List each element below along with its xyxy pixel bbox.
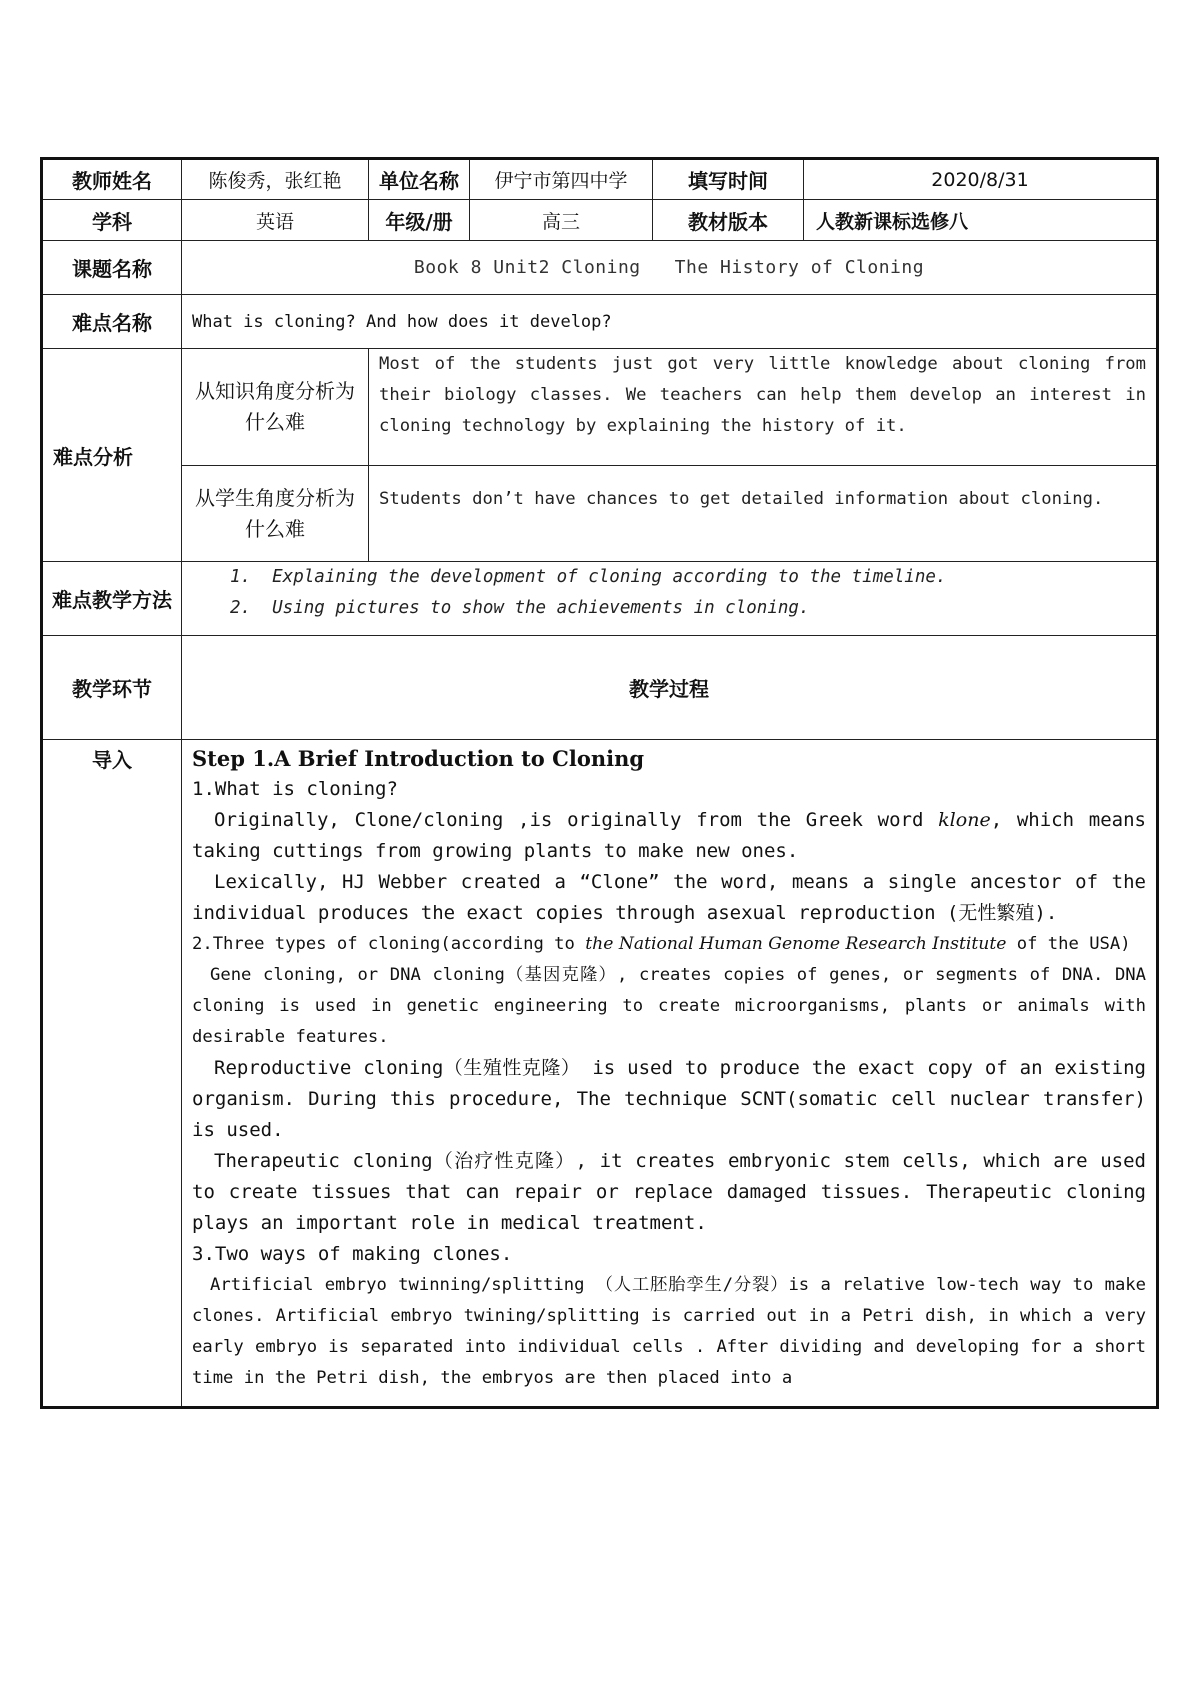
difficulty-value: What is cloning? And how does it develop?: [182, 295, 1158, 349]
subject-value: 英语: [182, 200, 369, 241]
topic-label: 课题名称: [42, 241, 182, 295]
row-teacher: [42, 159, 1158, 200]
row-process-header: [42, 636, 1158, 740]
process-stage-label: 教学环节: [42, 636, 182, 740]
row-topic: [42, 241, 1158, 295]
row-difficulty: [42, 295, 1158, 349]
teacher-value: 陈俊秀，张红艳: [182, 159, 369, 200]
topic-value: Book 8 Unit2 Cloning The History of Cloning: [182, 241, 1158, 295]
unit-label: 单位名称: [369, 159, 470, 200]
difficulty-label: 难点名称: [42, 295, 182, 349]
row-intro: [42, 740, 1158, 1408]
question-2: 2.Three types of cloning(according to the National Human Genome Research Institute of the USA): [192, 934, 1131, 954]
unit-value: 伊宁市第四中学: [470, 159, 653, 200]
paragraph-reproductive-cloning: Reproductive cloning（生殖性克隆） is used to produce the exact copy of an existing organism. During this procedure, The technique SCNT(somatic cell nuclear transfer) is used.: [192, 1057, 1146, 1141]
row-subject: [42, 200, 1158, 241]
knowledge-label: 从知识角度分析为什么难: [182, 349, 369, 466]
process-title: 教学过程: [182, 636, 1158, 740]
edition-label: 教材版本: [653, 200, 804, 241]
methods-label: 难点教学方法: [42, 562, 182, 636]
question-3: 3.Two ways of making clones.: [192, 1243, 513, 1265]
intro-content: [182, 740, 1158, 1408]
intro-label: 导入: [42, 740, 182, 1408]
row-methods: [42, 562, 1158, 636]
date-label: 填写时间: [653, 159, 804, 200]
edition-value: 人教新课标选修八: [804, 200, 1158, 241]
teacher-label: 教师姓名: [42, 159, 182, 200]
analysis-label: 难点分析: [42, 349, 182, 562]
row-analysis-knowledge: [42, 349, 1158, 466]
lesson-plan-table: [40, 157, 1159, 1409]
knowledge-text: Most of the students just got very little knowledge about cloning from their biology classes. We teachers can help them develop an interest in cloning technology by explaining the history of it.: [369, 349, 1158, 466]
row-analysis-student: [42, 466, 1158, 562]
methods-list: [182, 562, 1158, 636]
student-text: Students don’t have chances to get detailed information about cloning.: [369, 466, 1158, 562]
method-item: 1. Explaining the development of cloning according to the timeline.: [230, 567, 947, 587]
paragraph-gene-cloning: Gene cloning, or DNA cloning（基因克隆）, creates copies of genes, or segments of DNA. DNA cloning is used in genetic engineering to create microorganisms, plants or animals with desirable features.: [192, 965, 1146, 1047]
method-item: 2. Using pictures to show the achievements in cloning.: [230, 598, 810, 618]
grade-value: 高三: [470, 200, 653, 241]
step-title: Step 1.A Brief Introduction to Cloning: [192, 746, 645, 771]
grade-label: 年级/册: [369, 200, 470, 241]
question-1: 1.What is cloning?: [192, 778, 398, 800]
subject-label: 学科: [42, 200, 182, 241]
date-value: 2020/8/31: [804, 159, 1158, 200]
paragraph-embryo-splitting: Artificial embryo twinning/splitting （人工胚胎孪生/分裂）is a relative low-tech way to make clones. Artificial embryo twining/splitting is carried out in a Petri dish, in which a very early embryo is separated into individual cells . After dividing and developing for a short time in the Petri dish, the embryos are then placed into a: [192, 1275, 1146, 1388]
paragraph-therapeutic-cloning: Therapeutic cloning（治疗性克隆）, it creates embryonic stem cells, which are used to create tissues that can repair or replace damaged tissues. Therapeutic cloning plays an important role in medical treatment.: [192, 1150, 1146, 1234]
student-label: 从学生角度分析为什么难: [182, 466, 369, 562]
paragraph-lexical: Lexically, HJ Webber created a “Clone” the word, means a single ancestor of the individual produces the exact copies through asexual reproduction (无性繁殖).: [192, 871, 1146, 924]
paragraph-origin: Originally, Clone/cloning ,is originally from the Greek word klone, which means taking cuttings from growing plants to make new ones.: [192, 809, 1146, 862]
